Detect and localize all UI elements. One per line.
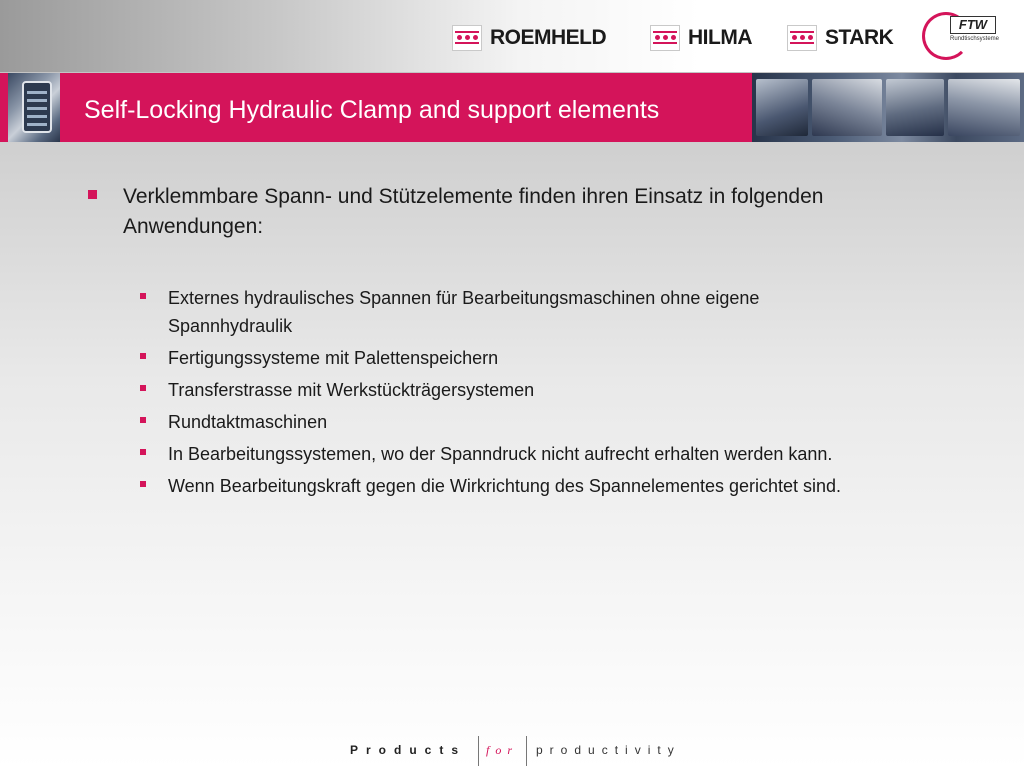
footer-products: Products (350, 743, 467, 757)
sub-point-text: Fertigungssysteme mit Palettenspeichern (168, 348, 499, 368)
stark-mark-icon (787, 25, 817, 51)
machine-photo-3 (886, 79, 944, 136)
ftw-logo (920, 10, 1000, 66)
hilma-name: HILMA (688, 26, 752, 49)
stark-name: STARK (825, 26, 894, 49)
hilma-mark-icon (650, 25, 680, 51)
list-item (0, 284, 1024, 340)
square-bullet-icon (140, 293, 146, 299)
footer-tagline (346, 734, 706, 766)
list-item (0, 472, 1024, 500)
roemheld-name: ROEMHELD (490, 26, 607, 49)
footer-divider (478, 736, 479, 766)
footer-productivity: productivity (536, 743, 681, 757)
roemheld-logo (452, 24, 606, 52)
square-bullet-icon (140, 481, 146, 487)
machine-photo-2 (812, 79, 882, 136)
roemheld-mark-icon (452, 25, 482, 51)
logo-strip (0, 0, 1024, 72)
list-item (0, 440, 1024, 468)
ftw-subtitle: Rundtischsysteme (950, 36, 1000, 42)
control-panel-photo (8, 73, 60, 142)
square-bullet-icon (140, 417, 146, 423)
sub-point-text: In Bearbeitungssystemen, wo der Spanndruck nicht aufrecht erhalten werden kann. (168, 444, 833, 464)
footer-divider (526, 736, 527, 766)
sub-point-text: Wenn Bearbeitungskraft gegen die Wirkrichtung des Spannelementes gerichtet sind. (168, 476, 842, 496)
sub-point-text: Externes hydraulisches Spannen für Bearbeitungsmaschinen ohne eigene Spannhydraulik (168, 288, 760, 336)
square-bullet-icon (88, 190, 97, 199)
square-bullet-icon (140, 385, 146, 391)
footer-for: for (486, 743, 519, 757)
stark-logo (787, 24, 893, 52)
list-item (0, 344, 1024, 372)
sub-point-text: Rundtaktmaschinen (168, 412, 328, 432)
machine-photo-4 (948, 79, 1020, 136)
list-item (0, 376, 1024, 404)
main-point: Verklemmbare Spann- und Stützelemente finden ihren Einsatz in folgenden Anwendungen: (123, 185, 824, 238)
machinery-photo-strip (752, 73, 1024, 142)
square-bullet-icon (140, 353, 146, 359)
machine-photo-1 (756, 79, 808, 136)
sub-point-text: Transferstrasse mit Werkstückträgersystemen (168, 380, 535, 400)
square-bullet-icon (140, 449, 146, 455)
slide-title: Self-Locking Hydraulic Clamp and support elements (84, 96, 660, 124)
ftw-name: FTW (950, 16, 996, 34)
list-item (0, 408, 1024, 436)
hilma-logo (650, 24, 752, 52)
sub-point-list (0, 284, 1024, 504)
